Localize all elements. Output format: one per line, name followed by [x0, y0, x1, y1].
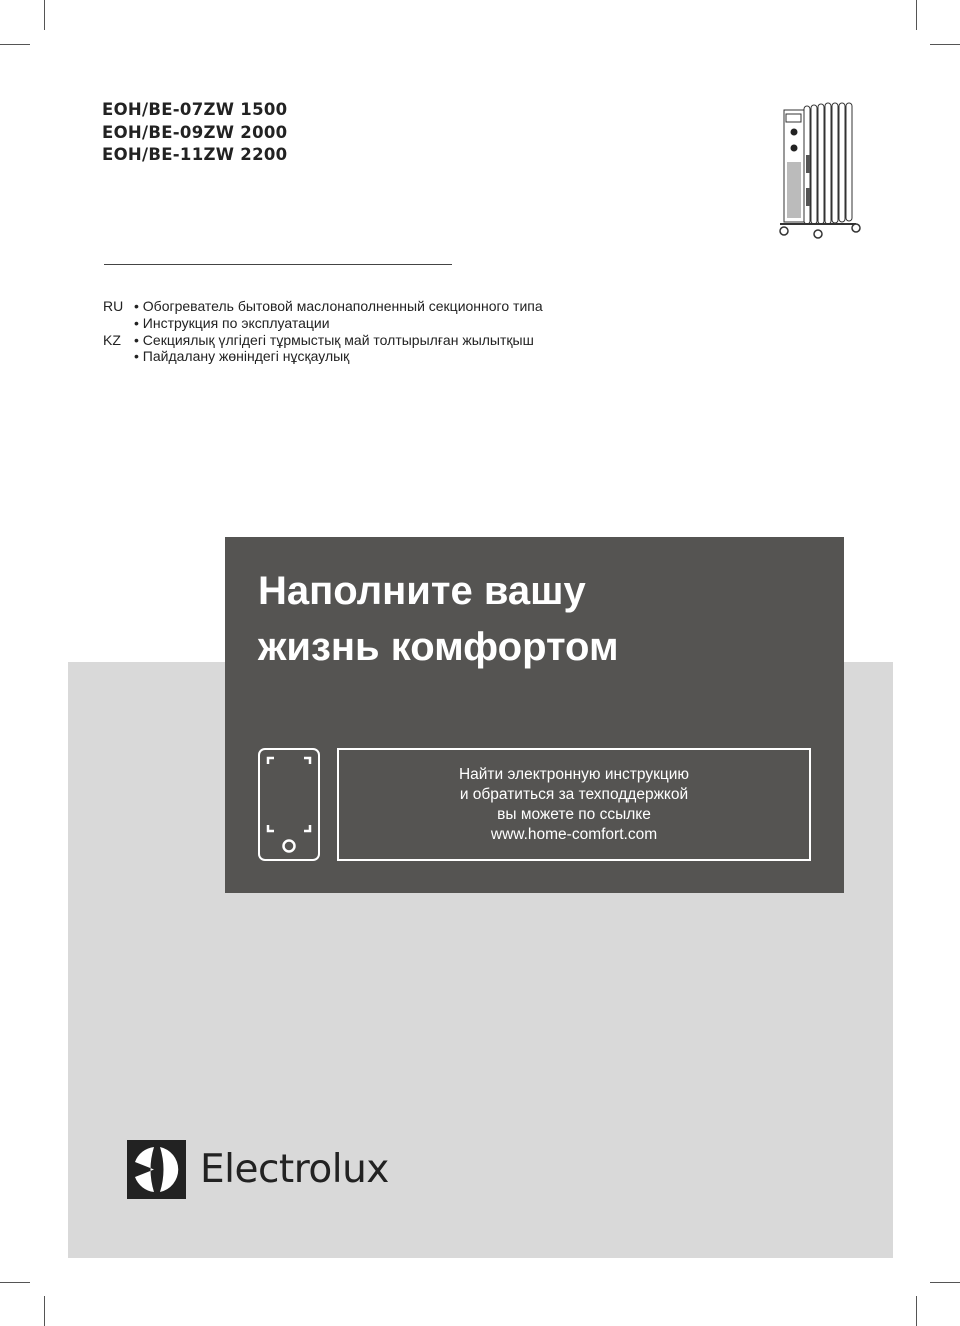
brand-name: Electrolux — [200, 1147, 389, 1192]
info-line: Найти электронную инструкцию — [458, 765, 690, 783]
support-url-link[interactable]: www.home-comfort.com — [490, 825, 658, 843]
crop-mark — [0, 44, 30, 45]
crop-mark — [930, 1282, 960, 1283]
crop-mark — [44, 0, 45, 30]
support-banner — [225, 537, 844, 893]
slogan-line: жизнь комфортом — [258, 625, 619, 669]
description-line: • Инструкция по эксплуатации — [134, 314, 330, 331]
slogan-line: Наполните вашу — [258, 569, 586, 613]
support-info-box — [337, 748, 811, 861]
crop-mark — [44, 1296, 45, 1326]
info-line: и обратиться за техподдержкой — [459, 785, 689, 803]
model-list — [102, 99, 287, 167]
info-line: вы можете по ссылке — [497, 805, 651, 823]
model-name: EOH/BE-07ZW 1500 — [102, 100, 288, 119]
crop-mark — [0, 1282, 30, 1283]
crop-mark — [916, 0, 917, 30]
slogan — [258, 563, 619, 675]
electrolux-logo-icon — [127, 1140, 186, 1199]
crop-mark — [916, 1296, 917, 1326]
crop-mark — [930, 44, 960, 45]
divider — [104, 264, 452, 265]
model-name: EOH/BE-11ZW 2200 — [102, 145, 288, 164]
language-descriptions — [103, 298, 543, 365]
electrolux-logo — [127, 1140, 389, 1199]
phone-scan-icon — [258, 748, 320, 861]
language-code: KZ — [103, 331, 121, 348]
description-line: • Пайдалану жөніндегі нұсқаулық — [134, 348, 350, 365]
oil-heater-illustration — [776, 100, 866, 240]
language-code: RU — [103, 298, 124, 314]
description-line: • Обогреватель бытовой маслонаполненный секционного типа — [134, 298, 543, 314]
description-line: • Секциялық үлгідегі тұрмыстық май толтырылған жылытқыш — [134, 331, 534, 348]
model-name: EOH/BE-09ZW 2000 — [102, 122, 288, 142]
